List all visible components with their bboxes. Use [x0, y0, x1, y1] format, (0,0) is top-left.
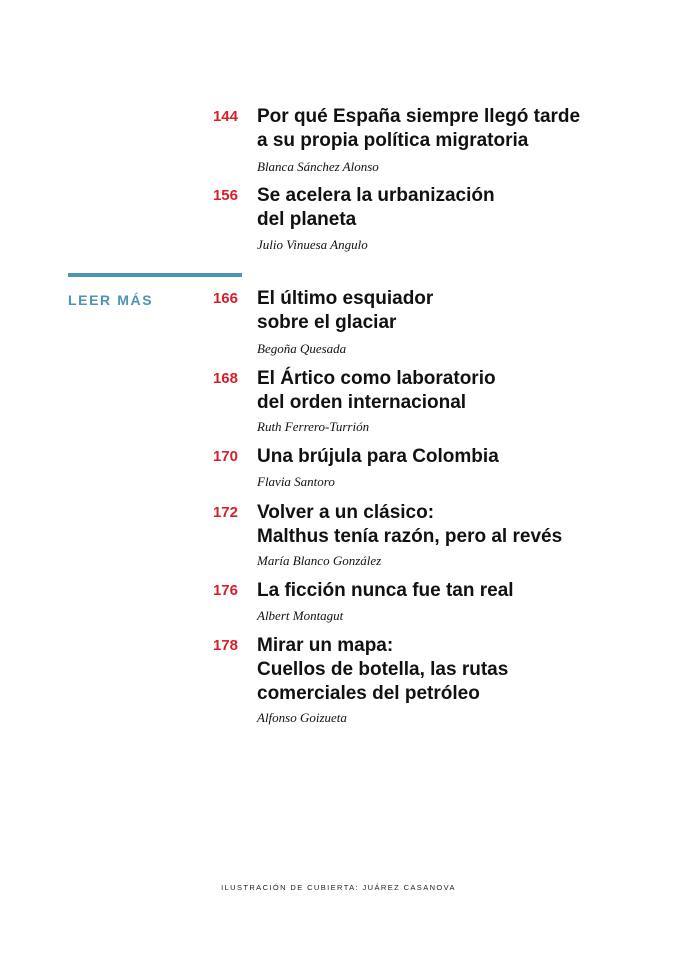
title-line: Se acelera la urbanización — [257, 185, 495, 206]
article-author: María Blanco González — [257, 553, 382, 568]
title-line: Una brújula para Colombia — [257, 446, 499, 467]
page-number: 170 — [212, 448, 238, 465]
title-line: comerciales del petróleo — [257, 683, 480, 704]
title-line: a su propia política migratoria — [257, 130, 529, 151]
page-number: 156 — [212, 187, 238, 204]
article-title — [257, 579, 667, 603]
page-number: 178 — [212, 637, 238, 654]
page-number: 176 — [212, 582, 238, 599]
title-line: La ficción nunca fue tan real — [257, 580, 514, 601]
title-line: Volver a un clásico: — [257, 502, 435, 523]
title-line: El Ártico como laboratorio — [257, 368, 496, 389]
article-title — [257, 501, 667, 549]
title-line: del planeta — [257, 209, 357, 230]
article-title — [257, 634, 667, 706]
cover-credit: ILUSTRACIÓN DE CUBIERTA: JUÁREZ CASANOVA — [221, 883, 456, 892]
page-number: 144 — [212, 108, 238, 125]
article-author: Begoña Quesada — [257, 341, 347, 356]
article-title — [257, 287, 667, 335]
article-author: Albert Montagut — [257, 608, 344, 623]
article-title — [257, 105, 667, 153]
article-author: Alfonso Goizueta — [257, 710, 347, 725]
title-line: El último esquiador — [257, 288, 434, 309]
title-line: sobre el glaciar — [257, 312, 397, 333]
page-number: 166 — [212, 290, 238, 307]
section-divider — [68, 273, 242, 277]
article-title — [257, 445, 667, 469]
article-author: Flavia Santoro — [257, 474, 335, 489]
article-author: Julio Vinuesa Angulo — [257, 237, 368, 252]
article-author: Ruth Ferrero-Turrión — [257, 419, 370, 434]
article-title — [257, 184, 667, 232]
title-line: Mirar un mapa: — [257, 635, 394, 656]
section-label: LEER MÁS — [68, 292, 154, 308]
page-number: 168 — [212, 370, 238, 387]
title-line: Malthus tenía razón, pero al revés — [257, 526, 563, 547]
article-author: Blanca Sánchez Alonso — [257, 159, 379, 174]
page-number: 172 — [212, 504, 238, 521]
title-line: del orden internacional — [257, 392, 467, 413]
article-title — [257, 367, 667, 415]
title-line: Cuellos de botella, las rutas — [257, 659, 509, 680]
title-line: Por qué España siempre llegó tarde — [257, 106, 581, 127]
